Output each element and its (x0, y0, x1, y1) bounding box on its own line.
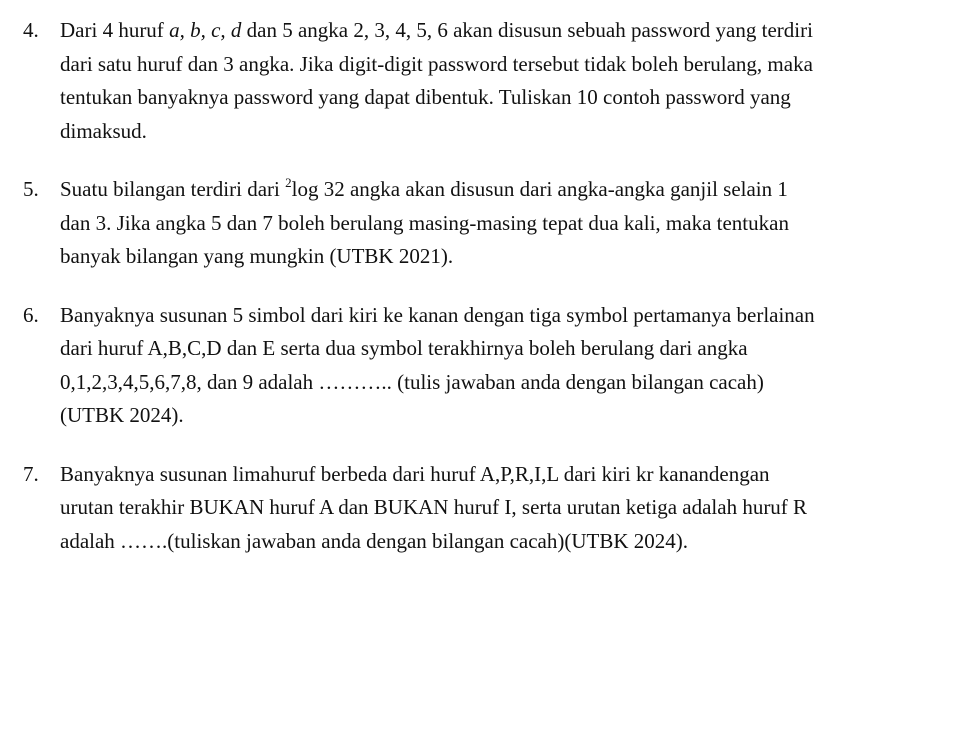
question-number: 6. (23, 302, 39, 327)
text-run: dan 5 angka 2, 3, 4, 5, 6 akan disusun sebuah password yang terdiri (241, 18, 813, 42)
question-number: 7. (23, 461, 39, 486)
log-base-superscript: 2 (285, 175, 292, 190)
text-run: Suatu bilangan terdiri dari (60, 177, 286, 201)
italic-variables: a, b, c, d (169, 18, 242, 42)
question-5 (0, 173, 971, 274)
question-line: urutan terakhir BUKAN huruf A dan BUKAN huruf I, serta urutan ketiga adalah huruf R (60, 495, 808, 519)
question-line: Banyaknya susunan limahuruf berbeda dari huruf A,P,R,I,L dari kiri kr kanandengan (60, 461, 770, 486)
question-text (60, 173, 965, 274)
question-line: adalah …….(tuliskan jawaban anda dengan bilangan cacah)(UTBK 2024). (60, 528, 689, 553)
question-4 (0, 14, 971, 148)
text-run: log 32 angka akan disusun dari angka-angka ganjil selain 1 (291, 177, 788, 201)
question-text (60, 458, 965, 559)
question-line: Banyaknya susunan 5 simbol dari kiri ke kanan dengan tiga symbol pertamanya berlainan (60, 302, 815, 327)
question-line: tentukan banyaknya password yang dapat dibentuk. Tuliskan 10 contoh password yang (60, 85, 791, 109)
question-line: (UTBK 2024). (60, 403, 184, 427)
question-text (60, 14, 965, 148)
question-number: 5. (23, 177, 39, 201)
question-line: dari satu huruf dan 3 angka. Jika digit-digit password tersebut tidak boleh berulang, maka (60, 51, 813, 76)
question-line (60, 173, 965, 207)
question-line: banyak bilangan yang mungkin (UTBK 2021). (60, 244, 454, 268)
question-6 (0, 299, 971, 433)
question-line: 0,1,2,3,4,5,6,7,8, dan 9 adalah ……….. (tulis jawaban anda dengan bilangan cacah) (60, 369, 764, 394)
document-page (0, 14, 971, 583)
question-line: dimaksud. (60, 118, 147, 143)
question-line: dan 3. Jika angka 5 dan 7 boleh berulang masing-masing tepat dua kali, maka tentukan (60, 210, 789, 235)
text-run: Dari 4 huruf (60, 18, 170, 42)
question-line: dari huruf A,B,C,D dan E serta dua symbol terakhirnya boleh berulang dari angka (60, 336, 748, 360)
question-7 (0, 458, 971, 559)
question-text (60, 299, 965, 433)
question-number: 4. (23, 18, 39, 42)
question-line (60, 14, 965, 48)
